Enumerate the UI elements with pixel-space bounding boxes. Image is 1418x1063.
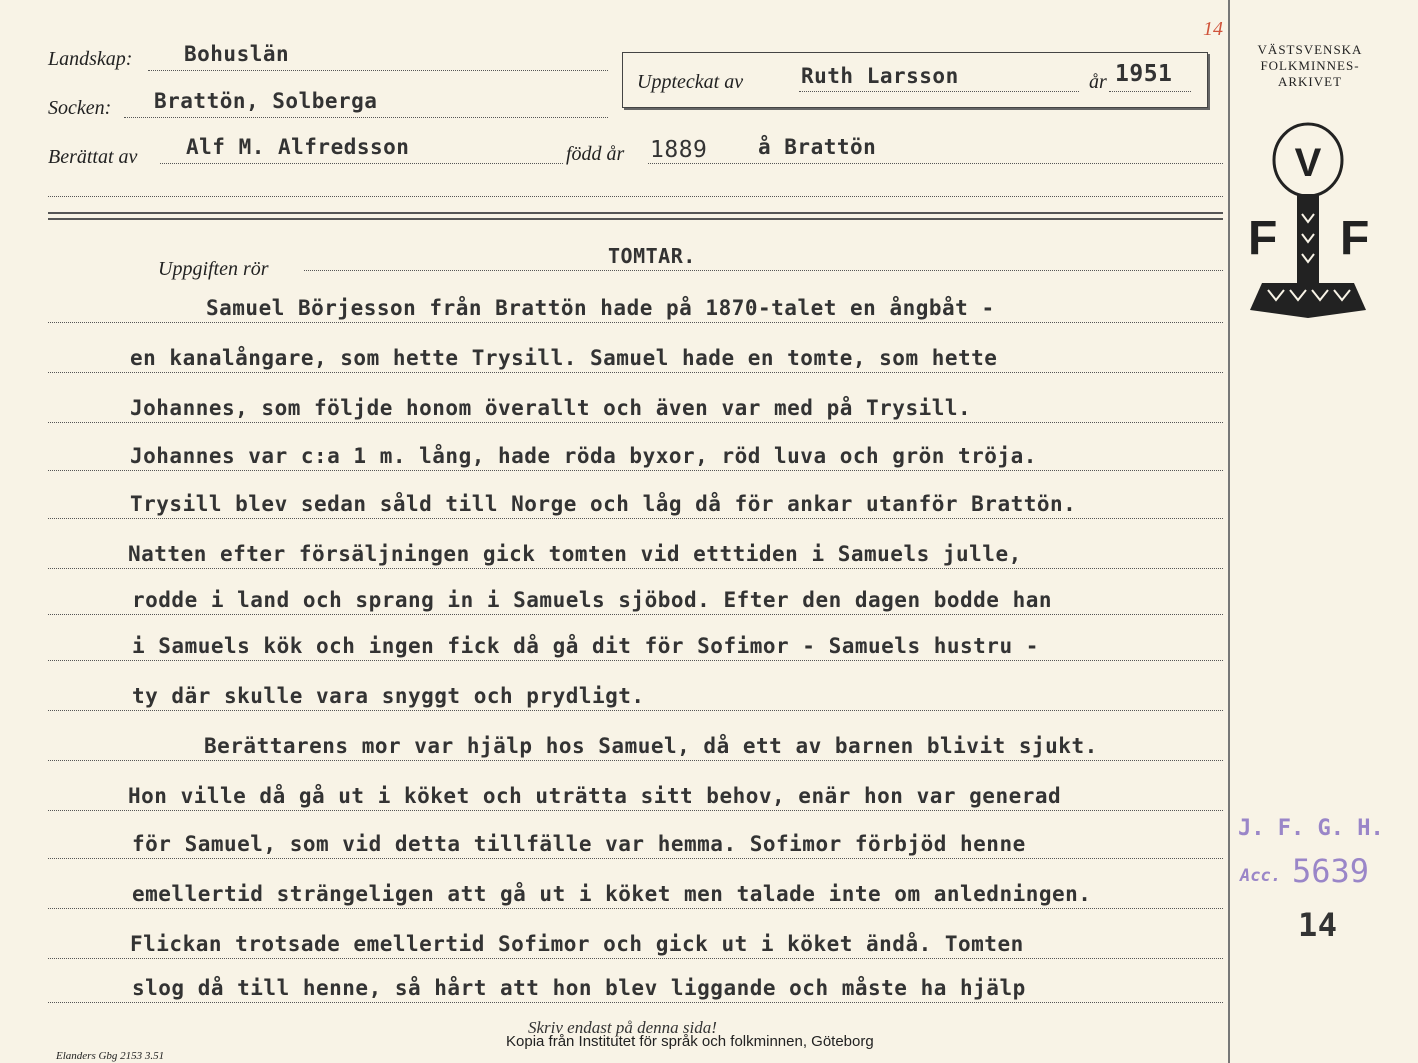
body-text: Samuel Börjesson från Brattön hade på 1870-talet en ångbåt - [206, 296, 995, 320]
ar-line [1109, 91, 1191, 92]
ar-value: 1951 [1115, 61, 1173, 87]
stamp-acc-label: Acc. [1240, 866, 1281, 886]
body-line [48, 528, 1223, 569]
body-line [48, 962, 1223, 1003]
uppteckat-line [799, 91, 1079, 92]
subject-line [304, 270, 1223, 271]
fodd-label: född år [566, 143, 625, 165]
uppteckat-label: Uppteckat av [637, 71, 744, 93]
body-text: för Samuel, som vid detta tillfälle var hemma. Sofimor förbjöd henne [132, 832, 1026, 856]
emblem-letter-f-right: F [1340, 212, 1370, 265]
subject-label: Uppgiften rör [158, 258, 269, 280]
blank-line [48, 196, 1223, 197]
body-text: Berättarens mor var hjälp hos Samuel, då ett av barnen blivit sjukt. [204, 734, 1098, 758]
socken-label: Socken: [48, 97, 112, 119]
body-line [48, 282, 1223, 323]
stamp-institution: J. F. G. H. [1238, 816, 1384, 841]
berattat-line [160, 163, 563, 164]
body-line [48, 332, 1223, 373]
socken-value: Brattön, Solberga [154, 89, 378, 113]
ar-label: år [1089, 71, 1107, 93]
page-mark: 14 [1203, 18, 1223, 40]
body-text: slog då till henne, så hårt att hon blev liggande och måste ha hjälp [132, 976, 1026, 1000]
emblem-hammer-head [1250, 283, 1366, 318]
body-line [48, 720, 1223, 761]
body-text: rodde i land och sprang in i Samuels sjöbod. Efter den dagen bodde han [132, 588, 1053, 612]
landskap-label: Landskap: [48, 48, 133, 70]
body-text: emellertid strängeligen att gå ut i köket men talade inte om anledningen. [132, 882, 1092, 906]
emblem-letter-v: V [1294, 141, 1322, 185]
archive-emblem-icon [1244, 118, 1374, 323]
archive-line-2: FOLKMINNES- [1260, 58, 1360, 73]
body-line [48, 770, 1223, 811]
body-line [48, 430, 1223, 471]
body-text: Hon ville då gå ut i köket och uträtta sitt behov, enär hon var generad [128, 784, 1062, 808]
fodd-line [648, 163, 1223, 164]
footer-instruction: Skriv endast på denna sida! [528, 1018, 717, 1037]
page-number: 14 [1298, 906, 1338, 944]
emblem-letter-f-left: F [1248, 212, 1278, 265]
body-line [48, 620, 1223, 661]
body-text: Johannes, som följde honom överallt och även var med på Trysill. [130, 396, 972, 420]
archive-line-3: ARKIVET [1277, 74, 1343, 89]
body-text: i Samuels kök och ingen fick då gå dit för Sofimor - Samuels hustru - [132, 634, 1039, 658]
body-text: Trysill blev sedan såld till Norge och låg då för ankar utanför Brattön. [130, 492, 1077, 516]
footer-copy-notice: Kopia från Institutet för språk och folkminnen, Göteborg [506, 1033, 874, 1050]
body-line [48, 818, 1223, 859]
body-text: en kanalångare, som hette Trysill. Samuel hade en tomte, som hette [130, 346, 998, 370]
body-line [48, 382, 1223, 423]
archive-line-1: VÄSTSVENSKA [1257, 42, 1363, 57]
body-line [48, 478, 1223, 519]
berattat-value: Alf M. Alfredsson [186, 135, 410, 159]
uppteckat-box [622, 52, 1208, 108]
landskap-line [148, 70, 608, 71]
body-text: ty där skulle vara snyggt och prydligt. [132, 684, 645, 708]
body-text: Johannes var c:a 1 m. lång, hade röda byxor, röd luva och grön tröja. [130, 444, 1037, 468]
body-line [48, 574, 1223, 615]
body-line [48, 918, 1223, 959]
uppteckat-value: Ruth Larsson [801, 64, 959, 88]
body-line [48, 868, 1223, 909]
footer-print-code: Elanders Gbg 2153 3.51 [56, 1050, 165, 1062]
header-rule-1 [48, 212, 1223, 214]
landskap-value: Bohuslän [184, 42, 290, 66]
emblem-shaft [1297, 194, 1319, 294]
berattat-label: Berättat av [48, 146, 138, 168]
body-text: Flickan trotsade emellertid Sofimor och gick ut i köket ändå. Tomten [130, 932, 1024, 956]
socken-line [124, 117, 608, 118]
stamp-acc-number: 5639 [1292, 852, 1370, 890]
place-value: å Brattön [758, 135, 877, 159]
subject-title: TOMTAR. [608, 244, 696, 268]
body-text: Natten efter försäljningen gick tomten vid etttiden i Samuels julle, [128, 542, 1022, 566]
fodd-value: 1889 [650, 137, 708, 163]
header-rule-2 [48, 218, 1223, 220]
body-line [48, 670, 1223, 711]
archive-name [1240, 42, 1380, 90]
margin-rule [1228, 0, 1230, 1063]
